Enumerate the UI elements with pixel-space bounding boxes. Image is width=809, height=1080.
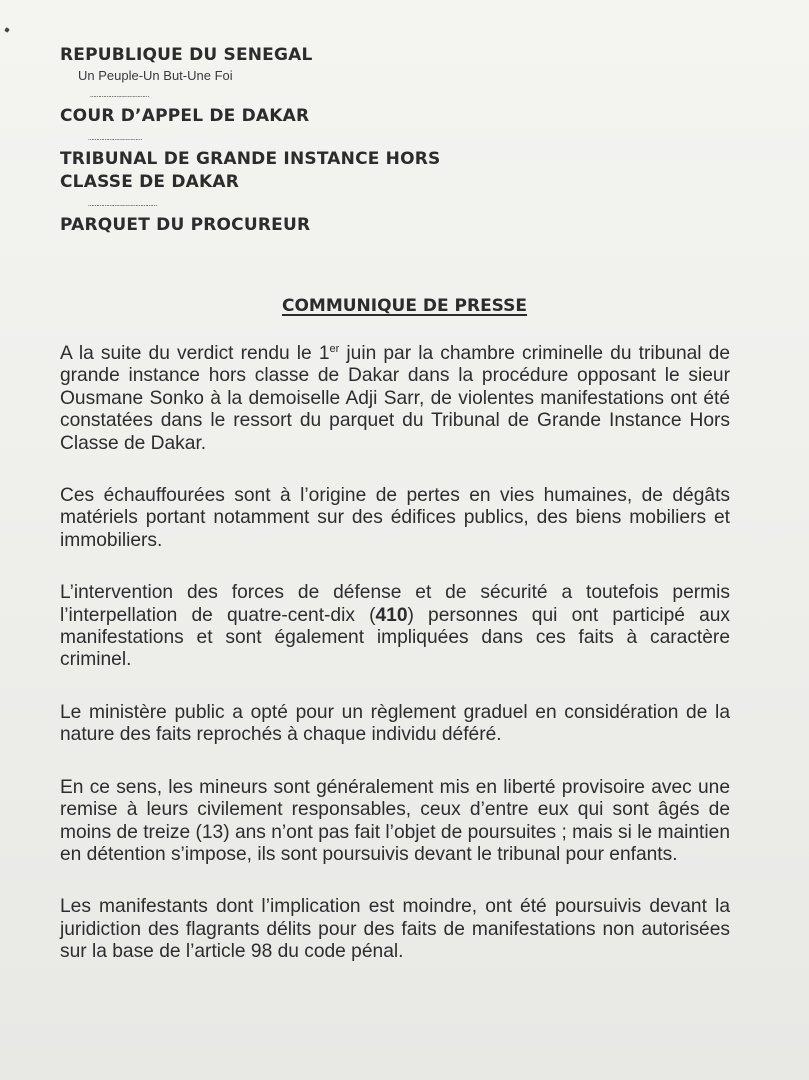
tribunal-name-line1: TRIBUNAL DE GRANDE INSTANCE HORS — [60, 149, 441, 169]
press-release-body — [60, 343, 730, 994]
separator-dots: …………………………… — [88, 133, 142, 143]
court-name: COUR D’APPEL DE DAKAR — [60, 106, 310, 126]
arrest-count: 410 — [375, 604, 408, 626]
paragraph-verdict: A la suite du verdict rendu le 1er juin par la chambre criminelle du tribunal de grande instance hors classe de Dakar dans la procédure opposant le sieur Ousmane Sonko à la demoiselle Adji Sarr, de violentes manifestations ont été constatées dans le ressort du parquet du Tribunal de Grande Instance Hors Classe de Dakar. — [60, 343, 731, 454]
title-block — [0, 296, 809, 316]
paragraph-graduated-approach: Le ministère public a opté pour un règlement graduel en considération de la nature des faits reprochés à chaque individu déféré. — [60, 701, 730, 746]
parquet-name: PARQUET DU PROCUREUR — [60, 215, 311, 235]
paragraph-protesters: Les manifestants dont l’implication est moindre, ont été poursuivis devant la juridiction des flagrants délits pour des faits de manifestations non autorisées sur la base de l’article 98 du code pénal. — [60, 896, 730, 963]
national-motto: Un Peuple-Un But-Une Foi — [78, 68, 233, 83]
ink-mark — [4, 27, 10, 33]
country-name: REPUBLIQUE DU SENEGAL — [60, 45, 313, 65]
paragraph-minors: En ce sens, les mineurs sont généralement mis en liberté provisoire avec une remise à leurs civilement responsables, ceux d’entre eux qui sont âgés de moins de treize (13) ans n’ont pas fait l’objet de poursuites ; mais si le maintien en détention s’impose, ils sont poursuivis devant le tribunal pour enfants. — [60, 776, 730, 865]
document-title: COMMUNIQUE DE PRESSE — [281, 296, 528, 316]
letterhead — [60, 44, 480, 236]
ordinal-superscript: er — [329, 343, 340, 355]
separator-dots: …………………………………… — [88, 199, 157, 209]
tribunal-name-line2: CLASSE DE DAKAR — [60, 172, 240, 192]
paragraph-arrests: L’intervention des forces de défense et de sécurité a toutefois permis l’interpellation de quatre-cent-dix (410) personnes qui ont participé aux manifestations et sont également impliquées dans ces faits à caractère criminel. — [60, 582, 731, 671]
separator-dots: ……………………………… — [90, 90, 149, 100]
paragraph-damages: Ces échauffourées sont à l’origine de pertes en vies humaines, de dégâts matériels portant notamment sur des édifices publics, des biens mobiliers et immobiliers. — [60, 485, 730, 551]
